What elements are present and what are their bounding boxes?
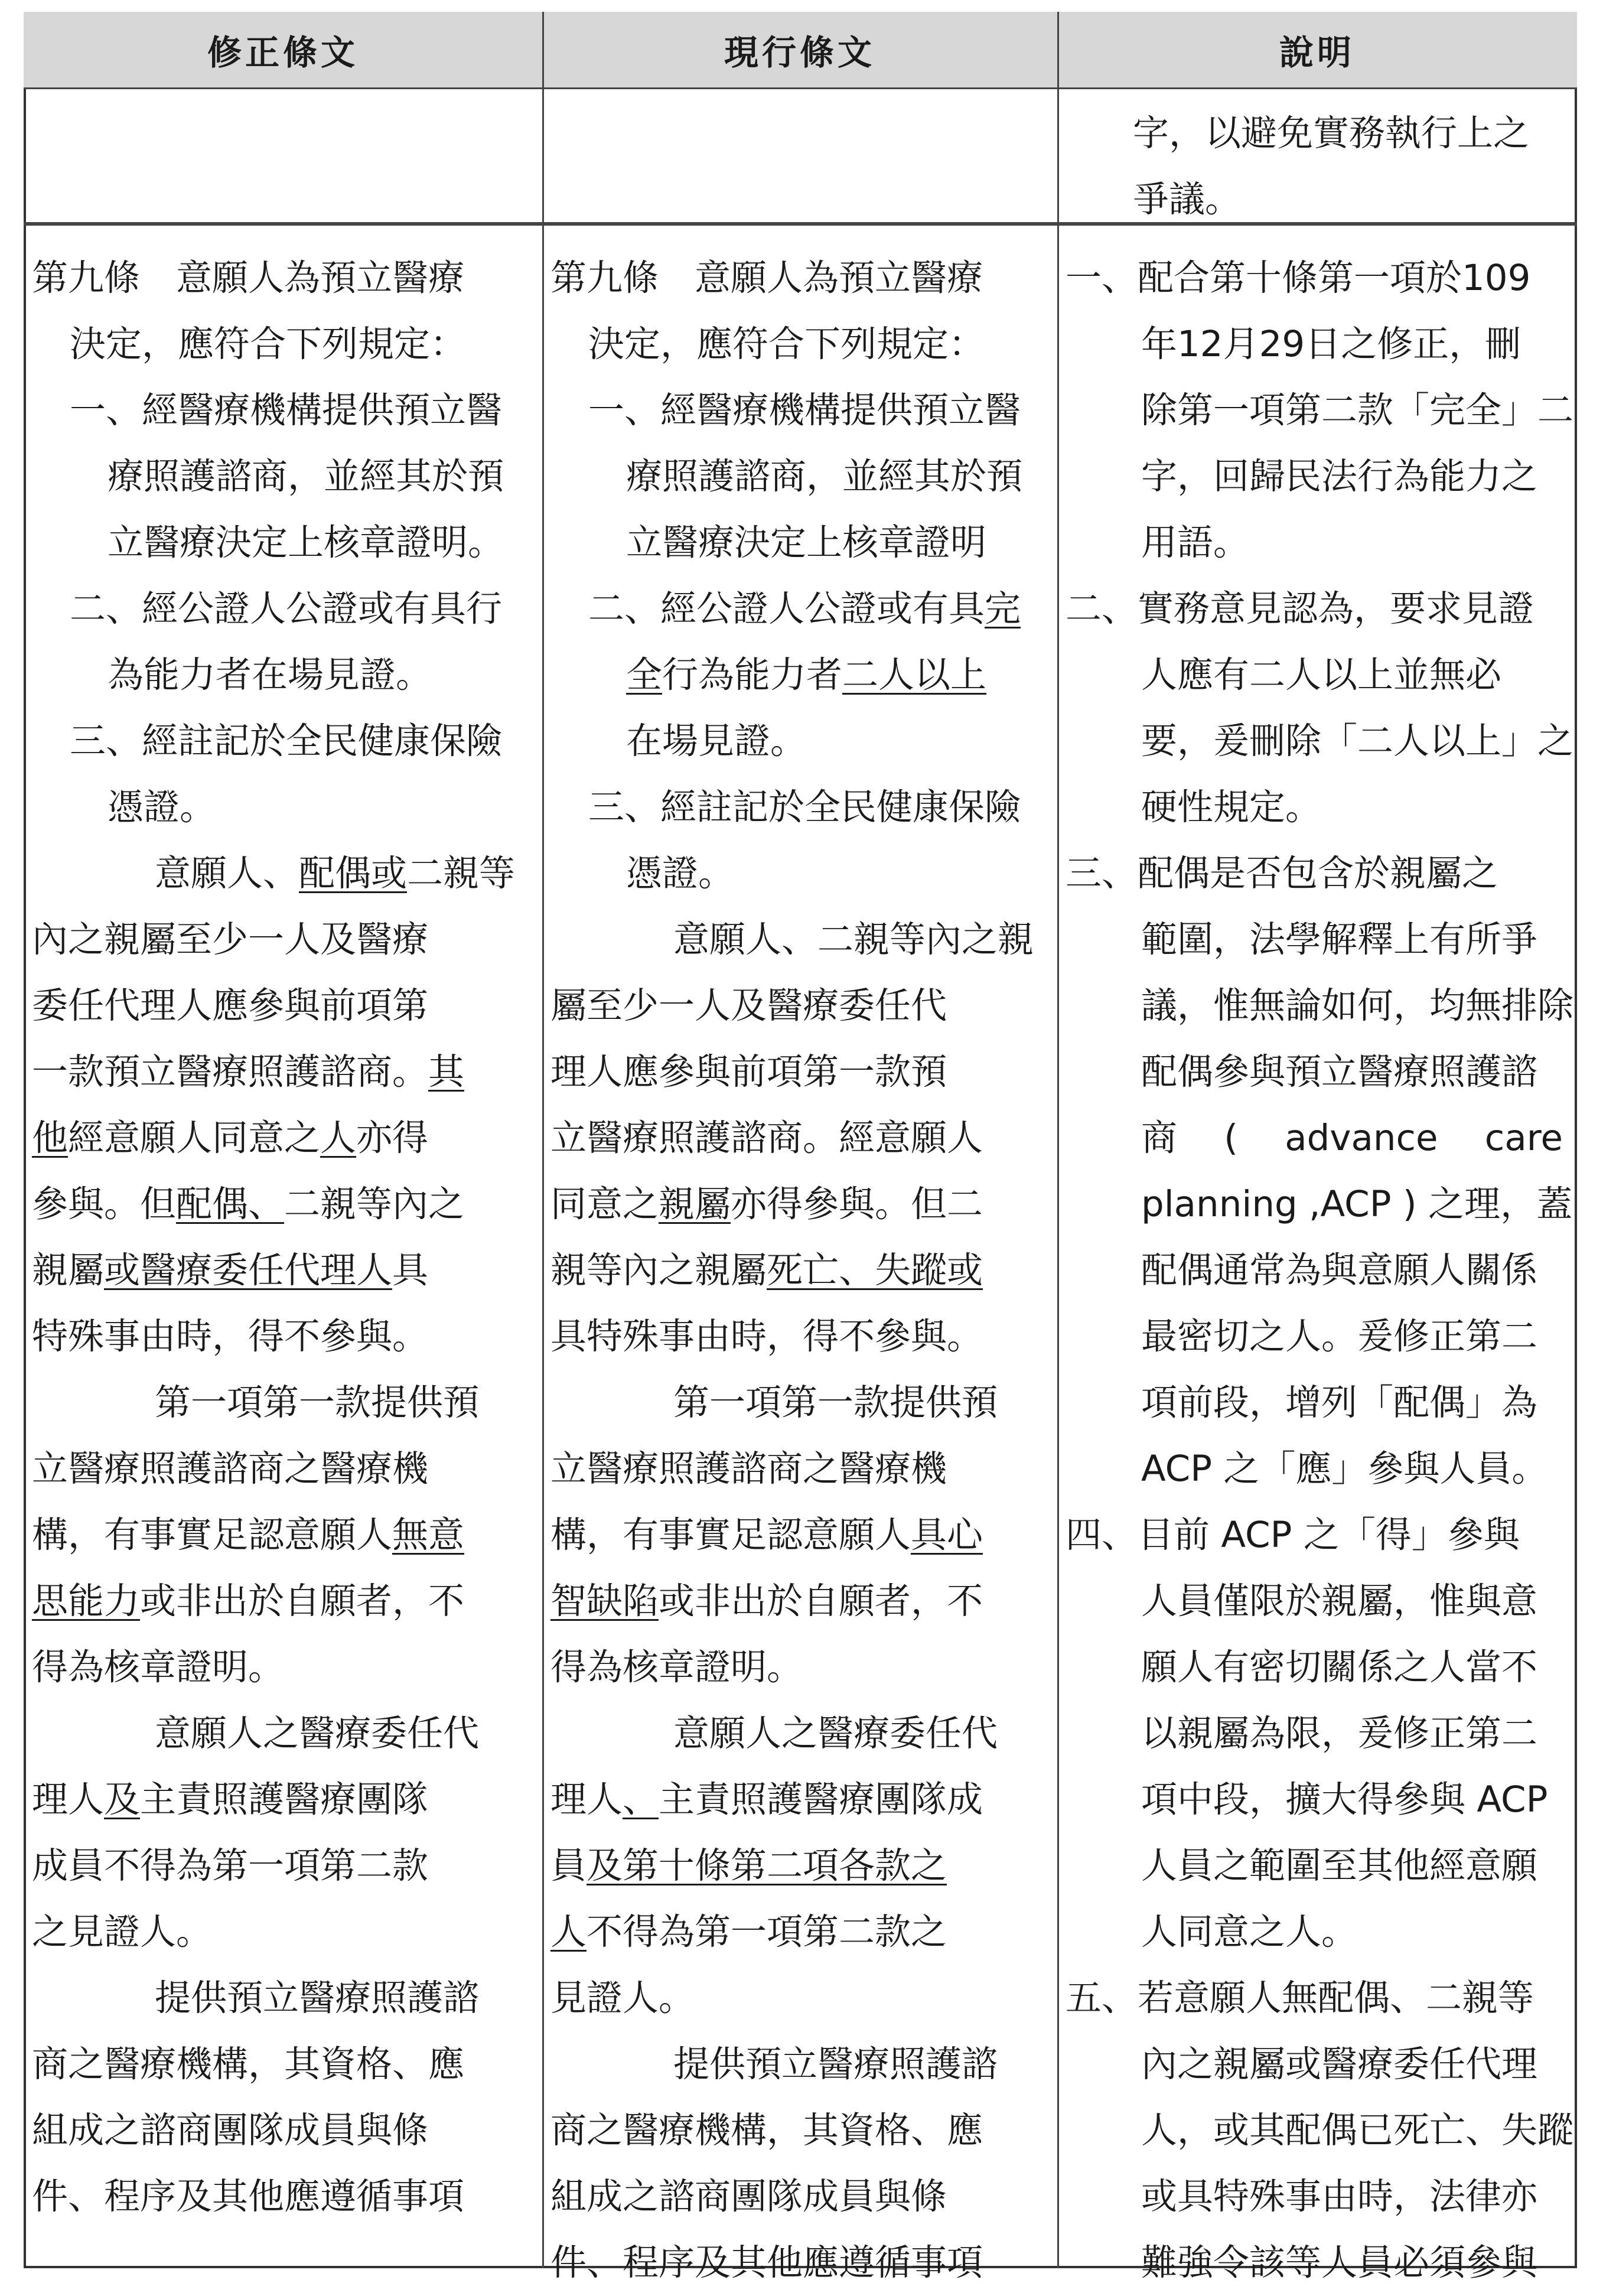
underlined-text: 、 bbox=[623, 1779, 659, 1820]
text-line: 字，以避免實務執行上之 bbox=[1133, 112, 1530, 154]
text-line bbox=[32, 1039, 534, 1105]
text-line: 為能力者在場見證。 bbox=[107, 654, 432, 696]
text-line: 二、實務意見認為，要求見證 bbox=[1066, 588, 1534, 630]
text-line bbox=[550, 1833, 1053, 1899]
text-line: 人，或其配偶已死亡、失蹤 bbox=[1141, 2109, 1574, 2151]
underlined-text: 思能力 bbox=[32, 1580, 141, 1622]
underlined-text: 具心 bbox=[911, 1514, 983, 1556]
text-line: 配偶通常為與意願人關係 bbox=[1141, 1249, 1538, 1291]
text-line: 一、經醫療機構提供預立醫 bbox=[70, 389, 503, 431]
underlined-text: 親屬 bbox=[659, 1183, 731, 1225]
text-line: 用語。 bbox=[1141, 522, 1250, 564]
underlined-text: 智缺陷 bbox=[550, 1580, 659, 1622]
underlined-text: 及第十條第二項各款之 bbox=[587, 1845, 947, 1887]
underlined-text: 完 bbox=[985, 588, 1021, 630]
text-line: ( bbox=[1224, 1117, 1239, 1159]
underlined-text: 人 bbox=[320, 1117, 357, 1159]
text-line: 第九條 意願人為預立醫療 bbox=[32, 257, 465, 299]
text-line bbox=[550, 1767, 1053, 1833]
underlined-text: 二人以上 bbox=[842, 654, 987, 696]
text-line: 第一項第一款提供預 bbox=[673, 1382, 998, 1424]
underlined-text: 或醫療委任代理人 bbox=[104, 1249, 393, 1291]
text-line: 難強令該等人員必須參與 bbox=[1141, 2242, 1538, 2284]
text-line bbox=[550, 1237, 1053, 1304]
underlined-text: 無意 bbox=[392, 1514, 465, 1556]
text-line: advance bbox=[1285, 1117, 1438, 1159]
text-line: 理人 bbox=[550, 1779, 623, 1820]
text-line: 件、程序及其他應遵循事項 bbox=[32, 2175, 465, 2217]
text-line: 年12月29日之修正，刪 bbox=[1141, 323, 1521, 365]
text-line: 在場見證。 bbox=[626, 720, 807, 762]
text-line: 或具特殊事由時，法律亦 bbox=[1141, 2175, 1538, 2217]
text-line: 構，有事實足認意願人 bbox=[32, 1514, 393, 1556]
text-line: 二、經公證人公證或有具行 bbox=[70, 588, 503, 630]
text-line: 委任代理人應參與前項第 bbox=[32, 985, 429, 1027]
text-line: 具特殊事由時，得不參與。 bbox=[550, 1315, 983, 1357]
row-divider bbox=[24, 87, 1577, 89]
text-line bbox=[32, 1105, 534, 1171]
column-divider bbox=[542, 12, 544, 2268]
text-line: 內之親屬或醫療委任代理 bbox=[1141, 2043, 1538, 2085]
underlined-text: 死亡、失蹤或 bbox=[767, 1249, 983, 1291]
text-line: 商 bbox=[1141, 1117, 1178, 1159]
text-line: 見證人。 bbox=[550, 1977, 695, 2019]
current-article bbox=[550, 245, 1053, 2296]
text-line: 或非出於自願者，不 bbox=[140, 1580, 465, 1622]
text-line: 之見證人。 bbox=[32, 1911, 213, 1953]
text-line bbox=[32, 1502, 534, 1568]
text-line: 五、若意願人無配偶、二親等 bbox=[1066, 1977, 1534, 2019]
text-line bbox=[32, 841, 534, 907]
text-line: 療照護諮商，並經其於預 bbox=[107, 455, 504, 497]
text-line: 立醫療照護諮商之醫療機 bbox=[32, 1448, 429, 1490]
text-line: 組成之諮商團隊成員與條 bbox=[550, 2175, 947, 2217]
text-line: 療照護諮商，並經其於預 bbox=[626, 455, 1023, 497]
text-line: 不得為第一項第二款之 bbox=[587, 1911, 947, 1953]
text-line bbox=[32, 1767, 534, 1833]
text-line: 願人有密切關係之人當不 bbox=[1141, 1646, 1538, 1688]
underlined-text: 全 bbox=[626, 654, 663, 696]
text-line: ACP 之「應」參與人員。 bbox=[1141, 1448, 1548, 1490]
explanation bbox=[1066, 245, 1574, 2296]
text-line: 人同意之人。 bbox=[1141, 1911, 1358, 1953]
text-line: 字，回歸民法行為能力之 bbox=[1141, 455, 1538, 497]
text-line: 或非出於自願者，不 bbox=[659, 1580, 983, 1622]
text-line: 除第一項第二款「完全」二 bbox=[1141, 389, 1574, 431]
underlined-text: 其 bbox=[428, 1051, 465, 1093]
text-line: 最密切之人。爰修正第二 bbox=[1141, 1315, 1538, 1357]
text-line: 立醫療照護諮商。經意願人 bbox=[550, 1117, 983, 1159]
text-line: 親等內之親屬 bbox=[550, 1249, 767, 1291]
text-line: 第九條 意願人為預立醫療 bbox=[550, 257, 983, 299]
underlined-text: 及 bbox=[104, 1779, 141, 1820]
text-line: 人員之範圍至其他經意願 bbox=[1141, 1845, 1538, 1887]
column-divider bbox=[1057, 12, 1059, 2268]
text-line: 提供預立醫療照護諮 bbox=[673, 2043, 998, 2085]
text-line: 決定，應符合下列規定： bbox=[70, 323, 467, 365]
text-line: 經意願人同意之 bbox=[68, 1117, 321, 1159]
text-line: 二親等內之 bbox=[284, 1183, 465, 1225]
text-line: 組成之諮商團隊成員與條 bbox=[32, 2109, 429, 2151]
text-line bbox=[32, 1568, 534, 1634]
text-line: 配偶參與預立醫療照護諮 bbox=[1141, 1051, 1538, 1093]
text-line: 議，惟無論如何，均無排除 bbox=[1141, 985, 1574, 1027]
text-line: 第一項第一款提供預 bbox=[155, 1382, 480, 1424]
text-line: 主責照護醫療團隊 bbox=[140, 1779, 429, 1820]
text-line: 四、目前 ACP 之「得」參與 bbox=[1066, 1514, 1520, 1556]
text-line bbox=[550, 1568, 1053, 1634]
text-line: 立醫療決定上核章證明 bbox=[626, 522, 987, 564]
text-line: 亦得 bbox=[356, 1117, 429, 1159]
header-explain: 說明 bbox=[1057, 12, 1577, 87]
text-line: 行為能力者 bbox=[662, 654, 843, 696]
text-line: 內之親屬至少一人及醫療 bbox=[32, 919, 429, 960]
text-line: 得為核章證明。 bbox=[550, 1646, 803, 1688]
text-line: 範圍，法學解釋上有所爭 bbox=[1141, 919, 1538, 960]
text-line: 商之醫療機構，其資格、應 bbox=[32, 2043, 465, 2085]
text-line bbox=[550, 576, 1053, 642]
text-line: 立醫療決定上核章證明。 bbox=[107, 522, 504, 564]
header-amended: 修正條文 bbox=[24, 12, 542, 87]
text-line: 爭議。 bbox=[1133, 178, 1242, 220]
text-line: 理人應參與前項第一款預 bbox=[550, 1051, 947, 1093]
text-line bbox=[32, 1171, 534, 1237]
text-line: 憑證。 bbox=[107, 786, 216, 828]
text-line: care bbox=[1484, 1117, 1563, 1159]
text-line: 人員僅限於親屬，惟與意 bbox=[1141, 1580, 1538, 1622]
text-line: 三、經註記於全民健康保險 bbox=[588, 786, 1021, 828]
text-line: 提供預立醫療照護諮 bbox=[155, 1977, 480, 2019]
text-line: 意願人、二親等內之親 bbox=[673, 919, 1034, 960]
text-line: 以親屬為限，爰修正第二 bbox=[1141, 1712, 1538, 1754]
underlined-text: 配偶、 bbox=[176, 1183, 285, 1225]
text-line: 特殊事由時，得不參與。 bbox=[32, 1315, 429, 1357]
amended-article bbox=[32, 245, 534, 2230]
text-line: 主責照護醫療團隊成 bbox=[659, 1779, 983, 1820]
text-line bbox=[550, 642, 1053, 708]
text-line: 硬性規定。 bbox=[1141, 786, 1322, 828]
text-line: 二親等 bbox=[407, 852, 516, 894]
text-line: 成員不得為第一項第二款 bbox=[32, 1845, 429, 1887]
text-line: 三、經註記於全民健康保險 bbox=[70, 720, 503, 762]
text-line bbox=[1066, 1105, 1569, 1171]
text-line: 參與。但 bbox=[32, 1183, 177, 1225]
text-line: planning ,ACP ) 之理，蓋 bbox=[1141, 1183, 1573, 1225]
text-line: 理人 bbox=[32, 1779, 105, 1820]
underlined-text: 配偶或 bbox=[299, 852, 408, 894]
header-current: 現行條文 bbox=[542, 12, 1057, 87]
text-line: 項中段，擴大得參與 ACP bbox=[1141, 1779, 1548, 1820]
text-line: 亦得參與。但二 bbox=[731, 1183, 983, 1225]
text-line: 決定，應符合下列規定： bbox=[588, 323, 985, 365]
text-line: 同意之 bbox=[550, 1183, 659, 1225]
text-line: 二、經公證人公證或有具 bbox=[588, 588, 985, 630]
text-line: 要，爰刪除「二人以上」之 bbox=[1141, 720, 1574, 762]
text-line bbox=[550, 1171, 1053, 1237]
text-line: 具 bbox=[392, 1249, 429, 1291]
text-line: 一、經醫療機構提供預立醫 bbox=[588, 389, 1021, 431]
text-line: 得為核章證明。 bbox=[32, 1646, 285, 1688]
text-line: 商之醫療機構，其資格、應 bbox=[550, 2109, 983, 2151]
text-line bbox=[550, 1502, 1053, 1568]
explain-continuation bbox=[1057, 100, 1577, 233]
text-line: 意願人、 bbox=[155, 852, 299, 894]
text-line: 一款預立醫療照護諮商。 bbox=[32, 1051, 429, 1093]
text-line: 員 bbox=[550, 1845, 587, 1887]
text-line: 件、程序及其他應遵循事項 bbox=[550, 2242, 983, 2284]
text-line: 意願人之醫療委任代 bbox=[155, 1712, 480, 1754]
underlined-text: 人 bbox=[550, 1911, 587, 1953]
text-line: 項前段，增列「配偶」為 bbox=[1141, 1382, 1538, 1424]
text-line: 親屬 bbox=[32, 1249, 105, 1291]
text-line: 憑證。 bbox=[626, 852, 735, 894]
text-line: 構，有事實足認意願人 bbox=[550, 1514, 911, 1556]
text-line bbox=[550, 1899, 1053, 1965]
text-line: 三、配偶是否包含於親屬之 bbox=[1066, 852, 1498, 894]
text-line: 人應有二人以上並無必 bbox=[1141, 654, 1502, 696]
text-line: 一、配合第十條第一項於109 bbox=[1066, 257, 1531, 299]
text-line bbox=[32, 1237, 534, 1304]
text-line: 立醫療照護諮商之醫療機 bbox=[550, 1448, 947, 1490]
comparison-table bbox=[24, 12, 1577, 2284]
text-line: 意願人之醫療委任代 bbox=[673, 1712, 998, 1754]
text-line: 屬至少一人及醫療委任代 bbox=[550, 985, 947, 1027]
underlined-text: 他 bbox=[32, 1117, 69, 1159]
